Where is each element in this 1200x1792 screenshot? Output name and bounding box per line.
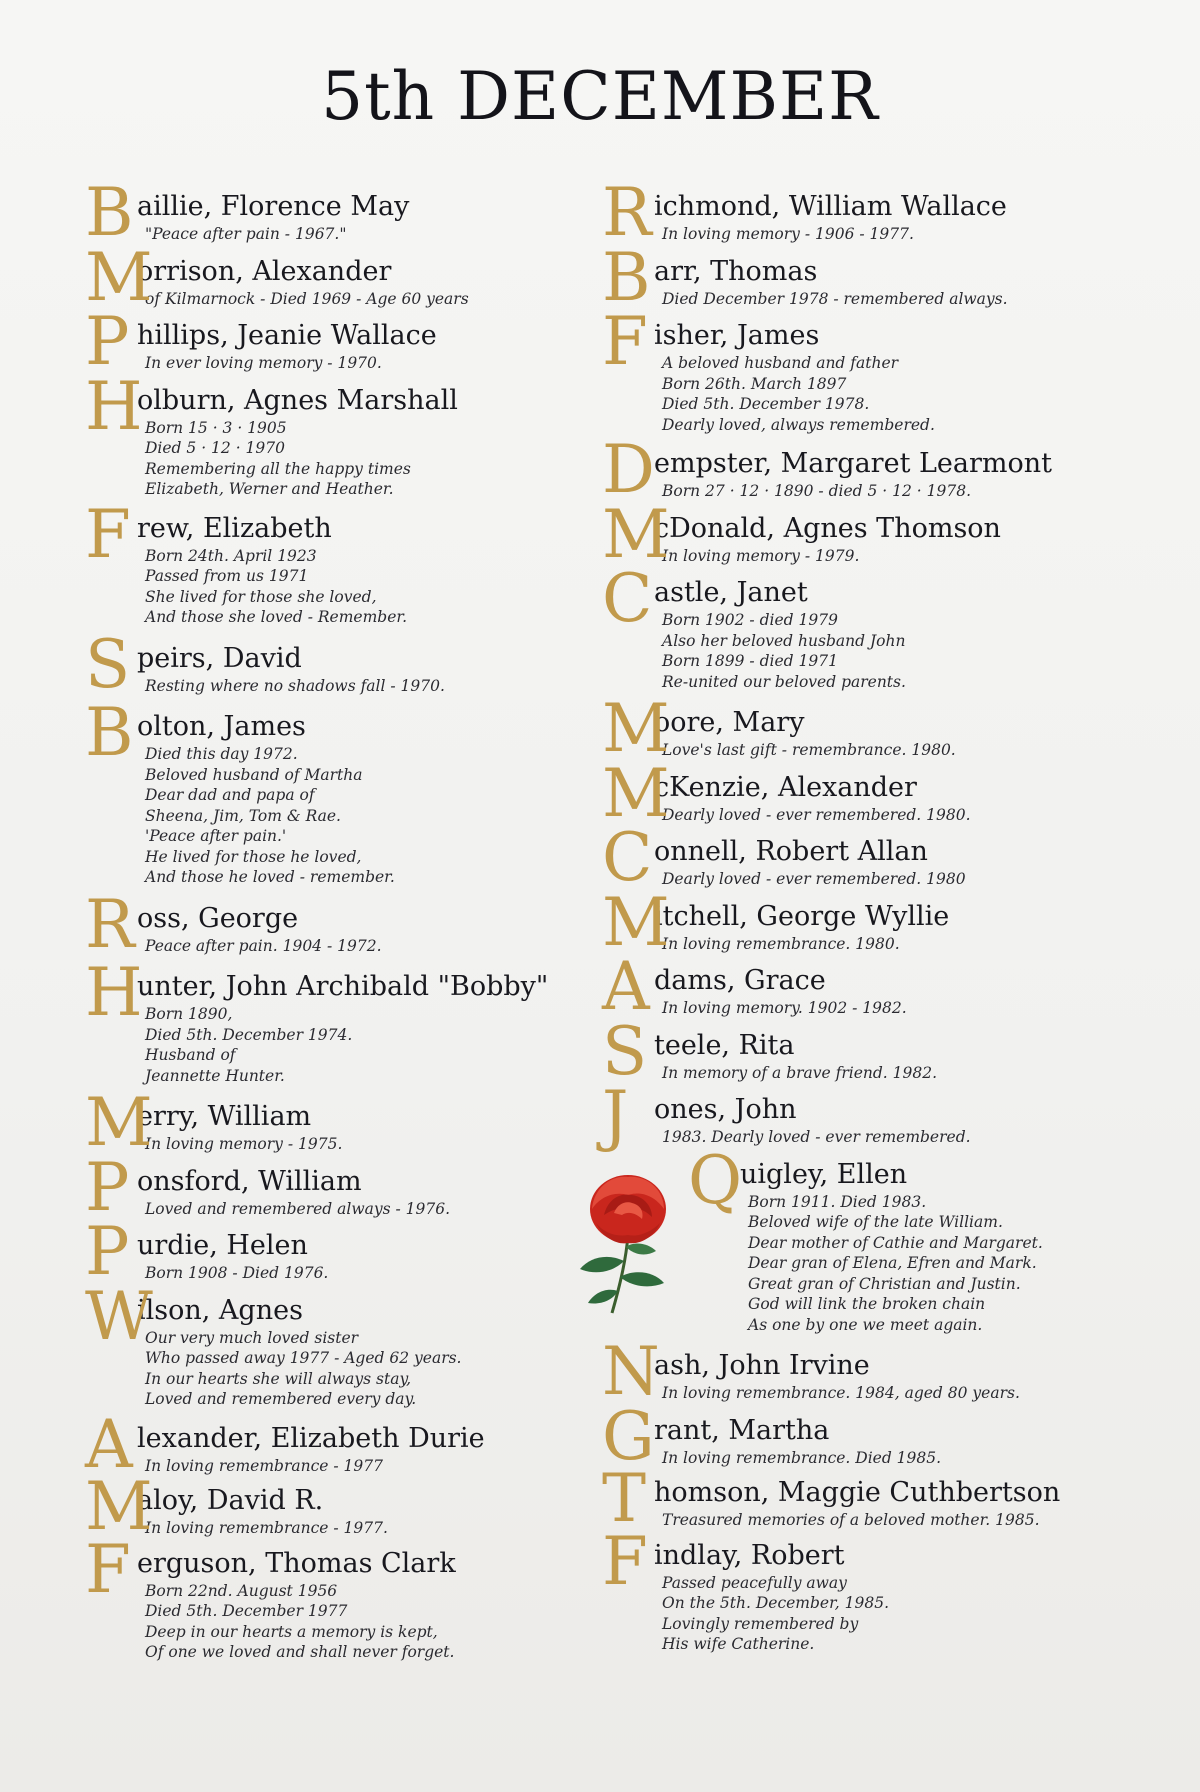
entry-richmond: [602, 174, 1122, 251]
entry-findlay: [602, 1522, 1122, 1655]
entry-text-line: Who passed away 1977 - Aged 62 years.: [145, 1349, 462, 1367]
entry-text-line: Husband of: [145, 1046, 236, 1064]
entry-purdie: [85, 1213, 585, 1290]
entry-name: olburn, Agnes Marshall: [137, 384, 458, 416]
entry-text-line: And those she loved - Remember.: [145, 608, 408, 626]
entry-name: urdie, Helen: [137, 1230, 308, 1261]
entry-text-line: Born 1908 - Died 1976.: [145, 1264, 329, 1282]
entry-name: astle, Janet: [654, 577, 808, 608]
entry-text-line: Dearly loved, always remembered.: [662, 415, 935, 434]
entry-initial: S: [85, 625, 131, 703]
entry-initial: P: [85, 1213, 130, 1290]
entry-text-line: Dear dad and papa of: [145, 786, 315, 804]
entry-name: oore, Mary: [654, 707, 805, 738]
entry-alexander: [85, 1405, 585, 1483]
entry-initial: F: [85, 495, 131, 573]
entry-text-line: Resting where no shadows fall - 1970.: [145, 676, 445, 695]
right-column: [602, 174, 1122, 1663]
entry-baillie: [85, 174, 585, 251]
entry-name: ash, John Irvine: [654, 1350, 870, 1381]
entry-text-line: Born 26th. March 1897: [662, 374, 847, 393]
entry-text-line: Died 5th. December 1974.: [145, 1025, 353, 1044]
entry-text-line: And those he loved - remember.: [145, 868, 395, 886]
entry-name: olton, James: [137, 711, 306, 742]
entry-name: empster, Margaret Learmont: [654, 448, 1053, 479]
entry-name: isher, James: [654, 320, 820, 351]
entry-text-line: Died 5 · 12 · 1970: [145, 439, 285, 457]
entry-text-line: Sheena, Jim, Tom & Rae.: [145, 806, 341, 825]
entry-hunter: [85, 954, 585, 1086]
entry-text-line: Lovingly remembered by: [662, 1614, 859, 1633]
entry-initial: G: [602, 1397, 655, 1475]
red-rose-icon: [568, 1165, 688, 1315]
entry-text-line: Remembering all the happy times: [145, 459, 411, 478]
entry-text-line: of Kilmarnock - Died 1969 - Age 60 years: [145, 289, 469, 308]
entry-speirs: [85, 625, 585, 703]
entry-name: rant, Martha: [654, 1414, 830, 1446]
entry-text-line: In memory of a brave friend. 1982.: [662, 1063, 938, 1082]
entry-initial: M: [602, 690, 670, 767]
entry-text-line: In ever loving memory - 1970.: [145, 354, 382, 372]
entry-text-line: Treasured memories of a beloved mother. 1985.: [662, 1511, 1040, 1529]
entry-initial: M: [602, 495, 670, 573]
entry-text-line: 'Peace after pain.': [145, 827, 287, 845]
entry-text-line: In loving remembrance - 1977: [145, 1456, 383, 1475]
entry-bolton: [85, 694, 585, 888]
entry-name: indlay, Robert: [654, 1539, 845, 1571]
entry-text-line: In loving remembrance. 1984, aged 80 years.: [662, 1384, 1020, 1402]
entry-initial: M: [602, 883, 670, 961]
entry-name: oss, George: [137, 902, 299, 934]
entry-text-line: Dear gran of Elena, Efren and Mark.: [748, 1254, 1037, 1272]
entry-text-line: Died December 1978 - remembered always.: [662, 289, 1008, 308]
entry-initial: B: [602, 238, 651, 316]
entry-name: dams, Grace: [654, 965, 826, 996]
entry-moore: [602, 690, 1122, 767]
entry-initial: A: [602, 948, 650, 1025]
entry-name: unter, John Archibald "Bobby": [137, 971, 549, 1002]
entry-name: aillie, Florence May: [137, 191, 410, 222]
entry-mckenzie: [602, 754, 1122, 832]
entry-name: lexander, Elizabeth Durie: [137, 1422, 485, 1454]
entry-initial: M: [85, 1468, 153, 1545]
entry-initial: H: [85, 954, 143, 1031]
entry-text-line: Born 1899 - died 1971: [662, 652, 838, 670]
entry-text-line: In our hearts she will always stay,: [145, 1369, 412, 1388]
entry-name: ones, John: [654, 1094, 797, 1125]
entry-initial: M: [602, 754, 670, 832]
entry-text-line: Born 24th. April 1923: [145, 546, 317, 565]
entry-text-line: Also her beloved husband John: [662, 631, 906, 650]
entry-holburn: [85, 367, 585, 500]
left-column: [85, 174, 585, 1671]
entry-text-line: Beloved husband of Martha: [145, 765, 363, 784]
entry-initial: J: [602, 1077, 629, 1154]
entry-initial: T: [602, 1460, 647, 1537]
entry-thomson: [602, 1460, 1122, 1537]
entry-initial: S: [602, 1012, 648, 1090]
entry-initial: A: [85, 1405, 133, 1483]
entry-text-line: Deep in our hearts a memory is kept,: [145, 1622, 438, 1641]
entry-text-line: In loving remembrance - 1977.: [145, 1519, 388, 1537]
entry-text-line: Love's last gift - remembrance. 1980.: [662, 741, 956, 759]
entry-initial: F: [602, 303, 648, 380]
entry-text-line: Died this day 1972.: [145, 745, 298, 763]
entry-initial: P: [85, 1148, 130, 1226]
entry-nash: [602, 1333, 1122, 1410]
entry-text-line: Dearly loved - ever remembered. 1980: [662, 870, 966, 888]
entry-text-line: In loving memory. 1902 - 1982.: [662, 999, 907, 1017]
entry-text-line: Peace after pain. 1904 - 1972.: [145, 936, 382, 955]
entry-name: homson, Maggie Cuthbertson: [654, 1477, 1061, 1508]
entry-name: itchell, George Wyllie: [654, 900, 950, 932]
entry-text-line: Of one we loved and shall never forget.: [145, 1643, 455, 1661]
entry-grant: [602, 1397, 1122, 1475]
entry-text-line: Born 15 · 3 · 1905: [145, 418, 287, 437]
entry-initial: D: [602, 431, 655, 508]
entry-text-line: God will link the broken chain: [748, 1295, 986, 1313]
entry-text-line: He lived for those he loved,: [145, 847, 362, 866]
entry-initial: F: [602, 1522, 648, 1600]
entry-text-line: Jeannette Hunter.: [145, 1066, 285, 1085]
entry-initial: B: [85, 694, 134, 771]
entry-initial: B: [85, 174, 134, 251]
entry-text-line: Born 1911. Died 1983.: [748, 1192, 927, 1211]
entry-castle: [602, 560, 1122, 692]
entry-text-line: On the 5th. December, 1985.: [662, 1594, 890, 1612]
entry-name: ichmond, William Wallace: [654, 191, 1007, 222]
entry-name: arr, Thomas: [654, 255, 818, 287]
entry-name: onsford, William: [137, 1165, 362, 1197]
entry-initial: C: [602, 560, 653, 637]
entry-text-line: Our very much loved sister: [145, 1328, 359, 1347]
entry-jones: [602, 1077, 1122, 1154]
entry-text-line: In loving memory - 1975.: [145, 1135, 343, 1153]
entry-text-line: Born 1902 - died 1979: [662, 611, 838, 629]
entry-steele: [602, 1012, 1122, 1090]
entry-mcdonald: [602, 495, 1122, 573]
entry-mitchell: [602, 883, 1122, 961]
entry-maloy: [85, 1468, 585, 1545]
entry-text-line: His wife Catherine.: [662, 1635, 815, 1653]
entry-name: cDonald, Agnes Thomson: [654, 512, 1001, 544]
entry-text-line: Dearly loved - ever remembered. 1980.: [662, 805, 971, 824]
entry-wilson: [85, 1277, 585, 1410]
entry-name: hillips, Jeanie Wallace: [137, 320, 437, 351]
entry-morrison: [85, 238, 585, 316]
entry-text-line: Born 1890,: [145, 1005, 233, 1023]
entry-name: teele, Rita: [654, 1029, 795, 1061]
entry-name: onnell, Robert Allan: [654, 836, 928, 867]
entry-text-line: Beloved wife of the late William.: [748, 1213, 1003, 1231]
entry-name: erguson, Thomas Clark: [137, 1547, 456, 1579]
entry-name: rew, Elizabeth: [137, 512, 332, 544]
entry-initial: N: [602, 1333, 660, 1410]
entry-frew: [85, 495, 585, 628]
entry-adams: [602, 948, 1122, 1025]
entry-dempster: [602, 431, 1122, 508]
entry-text-line: In loving memory - 1979.: [662, 546, 860, 565]
entry-text-line: Great gran of Christian and Justin.: [748, 1274, 1021, 1293]
entry-initial: F: [85, 1530, 131, 1608]
entry-initial: M: [85, 238, 153, 316]
entry-text-line: "Peace after pain - 1967.": [145, 225, 347, 243]
entry-text-line: In loving remembrance. Died 1985.: [662, 1448, 942, 1467]
entry-text-line: Born 22nd. August 1956: [145, 1581, 338, 1600]
entry-merry: [85, 1084, 585, 1161]
entry-connell: [602, 819, 1122, 896]
entry-text-line: Re-united our beloved parents.: [662, 672, 906, 691]
entry-text-line: Elizabeth, Werner and Heather.: [145, 480, 394, 498]
entry-initial: W: [85, 1277, 153, 1355]
entry-text-line: Died 5th. December 1978.: [662, 395, 870, 413]
entry-text-line: In loving remembrance. 1980.: [662, 934, 900, 953]
entry-name: uigley, Ellen: [740, 1158, 908, 1190]
entry-fisher: [602, 303, 1122, 435]
entry-text-line: A beloved husband and father: [662, 354, 899, 372]
entry-barr: [602, 238, 1122, 316]
entry-text-line: Passed from us 1971: [145, 567, 309, 585]
entry-text-line: Passed peacefully away: [662, 1573, 847, 1592]
entry-name: orrison, Alexander: [137, 255, 392, 287]
entry-text-line: Loved and remembered always - 1976.: [145, 1199, 451, 1218]
entry-ferguson: [85, 1530, 585, 1663]
entry-name: ilson, Agnes: [137, 1294, 303, 1326]
entry-text-line: Loved and remembered every day.: [145, 1390, 417, 1408]
entry-initial: Q: [688, 1141, 743, 1219]
page-title: 5th DECEMBER: [321, 58, 879, 135]
entry-name: peirs, David: [137, 642, 302, 674]
entry-initial: H: [85, 367, 143, 445]
entry-text-line: Died 5th. December 1977: [145, 1602, 348, 1620]
entry-name: cKenzie, Alexander: [654, 771, 917, 803]
entry-ponsford: [85, 1148, 585, 1226]
entry-initial: R: [85, 885, 135, 963]
entry-text-line: 1983. Dearly loved - ever remembered.: [662, 1128, 971, 1146]
entry-text-line: As one by one we meet again.: [748, 1315, 983, 1334]
entry-initial: R: [602, 174, 652, 251]
entry-name: erry, William: [137, 1101, 312, 1132]
entry-name: aloy, David R.: [137, 1485, 324, 1516]
entry-ross: [85, 885, 585, 963]
entry-text-line: In loving memory - 1906 - 1977.: [662, 225, 914, 243]
entry-initial: P: [85, 303, 130, 380]
entry-phillips: [85, 303, 585, 380]
entry-text-line: Dear mother of Cathie and Margaret.: [748, 1233, 1043, 1252]
entry-text-line: Born 27 · 12 · 1890 - died 5 · 12 · 1978.: [662, 482, 972, 500]
entry-text-line: She lived for those she loved,: [145, 587, 377, 606]
entry-initial: C: [602, 819, 653, 896]
entry-initial: M: [85, 1084, 153, 1161]
